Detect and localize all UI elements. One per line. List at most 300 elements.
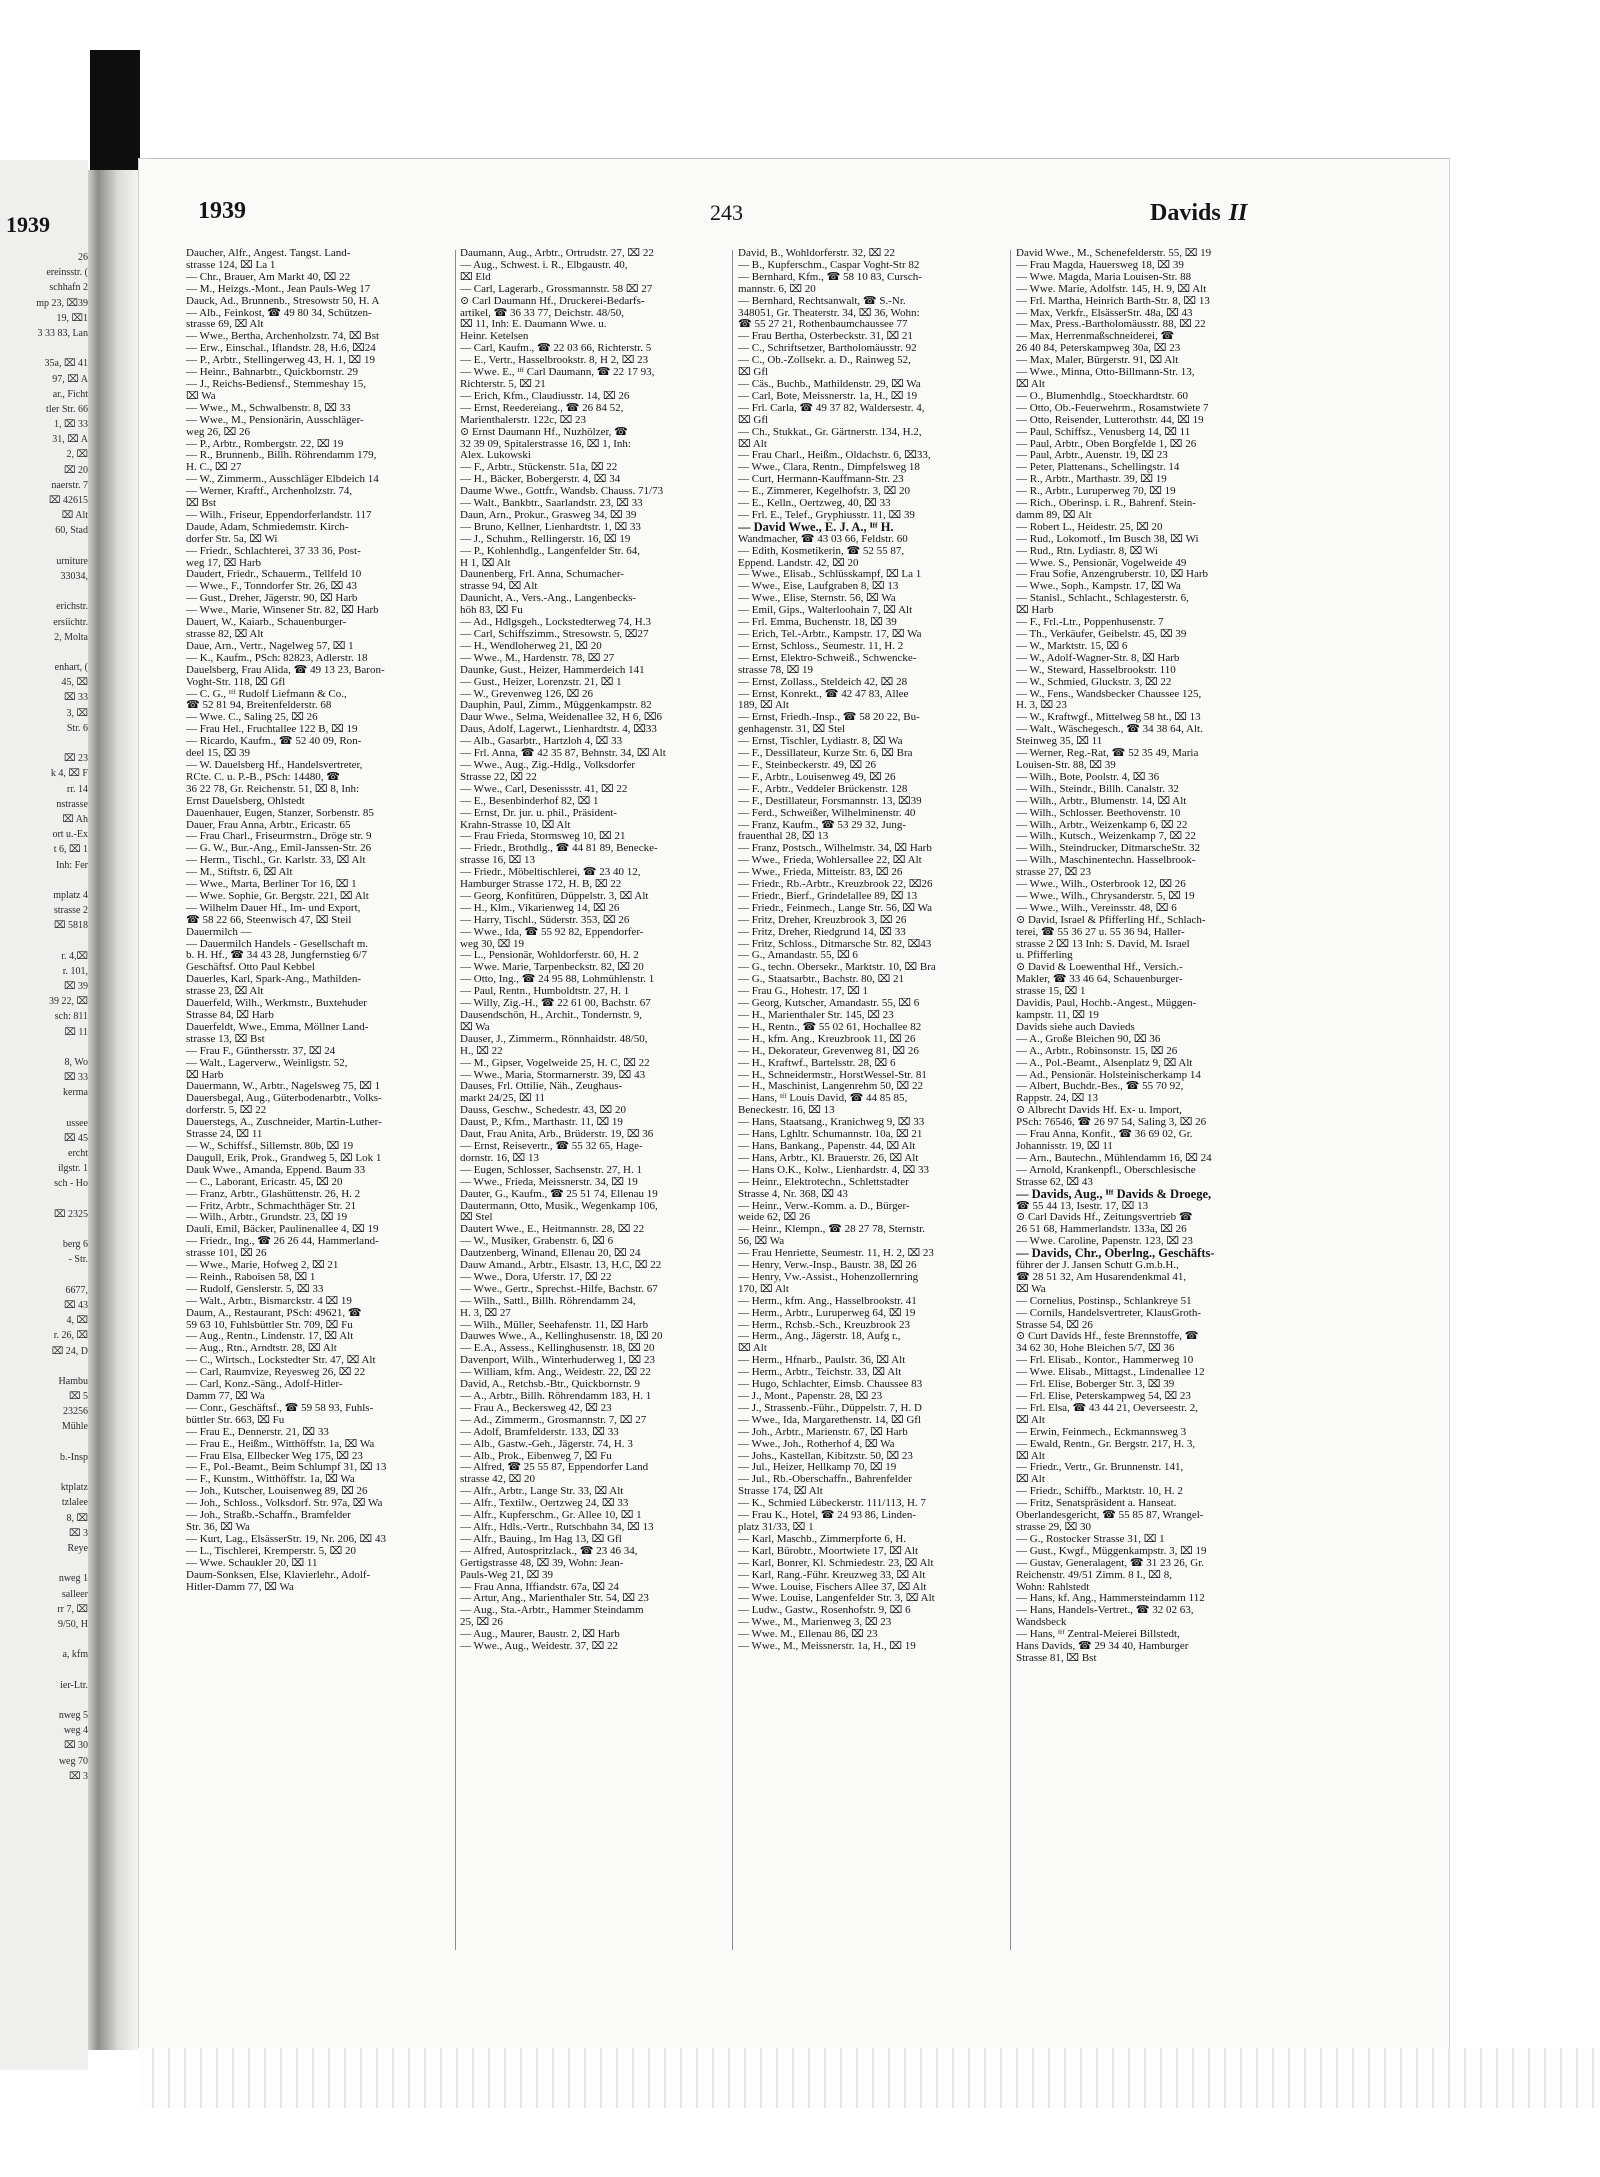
directory-entry: David, A., Retchsb.-Btr., Quickbornstr. 9 [460,1379,640,1391]
directory-entry: — Wilh., Steindr., Billh. Canalstr. 32 [1016,783,1179,795]
directory-entry: Davenport, Wilh., Winterhuderweg 1, ⌧ 23 [460,1355,655,1367]
left-page-fragment-line: weg 4 [63,1725,88,1737]
directory-entry: — Wilh., Steindrucker, DitmarscheStr. 32 [1016,843,1201,855]
directory-entry: Daunke, Gust., Heizer, Hammerdeich 141 [460,664,645,676]
left-page-text-fragments [0,250,88,1784]
directory-entry: ⌧ Bst [186,498,217,510]
directory-entry: Steinweg 35, ⌧ 11 [1016,736,1103,748]
directory-entry: — G., Amandastr. 55, ⌧ 6 [738,950,858,962]
directory-entry: Dauerfeldt, Wwe., Emma, Möllner Land- [186,1021,369,1033]
directory-entry: — Frau Sofie, Anzengruberstr. 10, ⌧ Harb [1016,569,1209,581]
left-page-fragment-line: ⌧ 3 [68,1770,88,1782]
directory-entry: — Herm., Arbtr., Teichstr. 33, ⌧ Alt [738,1367,902,1379]
left-page-fragment-line [0,1465,88,1480]
directory-entry: — Alfr., Textilw., Oertzweg 24, ⌧ 33 [460,1498,629,1510]
directory-entry: — Wwe., Aug., Zig.-Hdlg., Volksdorfer [460,759,636,771]
directory-entry: — Ernst, Reisevertr., ☎ 55 32 65, Hage- [460,1140,643,1152]
left-page-fragment-line: 8, Wo [64,1056,88,1068]
directory-entry: — Bernhard, Rechtsanwalt, ☎ S.-Nr. [738,295,906,307]
directory-entry: Dauses, Frl. Ottilie, Näh., Zeughaus- [460,1081,623,1093]
directory-entry: Krahn-Strasse 10, ⌧ Alt [460,819,571,831]
directory-entry: Dauerfeld, Wilh., Werkmstr., Buxtehuder [186,998,367,1010]
directory-entry: ⌧ Wa [186,390,216,402]
left-page-fragment-line: ilgstr. 1 [57,1163,88,1175]
directory-entry: strasse 94, ⌧ Alt [460,581,538,593]
directory-entry: Strasse 4, Nr. 368, ⌧ 43 [738,1188,848,1200]
directory-entry: — Edith, Kosmetikerin, ☎ 52 55 87, [738,545,905,557]
directory-entry: — W., Schmied, Gluckstr. 3, ⌧ 22 [1016,676,1172,688]
directory-entry: — F., Arbtr., Stückenstr. 51a, ⌧ 22 [460,462,618,474]
directory-entry: — Wwe. S., Pensionär, Vogelweide 49 [1016,557,1187,569]
directory-entry: Daume Wwe., Gottfr., Wandsb. Chauss. 71/73 [460,486,664,498]
directory-entry: — Frl. Elise, Peterskampweg 54, ⌧ 23 [1016,1391,1191,1402]
directory-entry: — Franz, Kaufm., ☎ 53 29 32, Jung- [738,819,906,831]
directory-entry: — Wwe. Sophie, Gr. Bergstr. 221, ⌧ Alt [186,890,369,902]
directory-entry: — Wwe., Marie, Winsener Str. 82, ⌧ Harb [186,605,379,617]
directory-entry: — W., Musiker, Grabenstr. 6, ⌧ 6 [460,1236,614,1248]
directory-entry: 59 63 10, Fuhlsbüttler Str. 709, ⌧ Fu [186,1319,353,1331]
directory-entry: — G., techn. Obersekr., Marktstr. 10, ⌧ Bra [738,962,936,974]
directory-entry: damm 89, ⌧ Alt [1016,509,1092,521]
directory-entry: — L., Tischlerei, Kremperstr. 5, ⌧ 20 [186,1545,357,1557]
directory-entry: — Frau Frieda, Stormsweg 10, ⌧ 21 [460,831,626,843]
directory-entry: — W., Zimmerm., Ausschläger Elbdeich 14 [186,474,379,486]
directory-entry: — Albert, Buchdr.-Bes., ☎ 55 70 92, [1016,1081,1184,1093]
left-page-fragment-line: ⌧ 45 [63,1132,88,1144]
directory-entry: ⌧ Gfl [738,414,769,426]
directory-entry: Oberlandesgericht, ☎ 55 85 87, Wrangel- [1016,1510,1204,1522]
directory-column-3 [738,248,1008,1958]
directory-entry: — W., Steward, Hasselbrookstr. 110 [1016,664,1176,676]
column-divider [455,250,456,1950]
directory-entry: — Frl. E., Telef., Gryphiusstr. 11, ⌧ 39 [738,509,915,521]
directory-entry: — Karl, Maschb., Zimmerpforte 6, H. [738,1533,907,1545]
directory-entry: David, B., Wohldorferstr. 32, ⌧ 22 [738,248,896,259]
directory-entry: 189, ⌧ Alt [738,700,789,712]
left-page-fragment-line: ⌧ 3 [68,1527,88,1539]
directory-entry: — E.A., Assess., Kellinghusenstr. 18, ⌧ 20 [460,1343,655,1355]
directory-entry: — Frl. Anna, ☎ 42 35 87, Behnstr. 34, ⌧ Alt [460,748,666,760]
left-page-fragment-line: 35a, ⌧ 41 [44,358,88,370]
directory-entry: — Frl. Elsa, ☎ 43 44 21, Oeverseestr. 2, [1016,1402,1199,1414]
left-page-fragment-line [0,1359,88,1374]
directory-entry: Dauser, J., Zimmerm., Rönnhaidstr. 48/50, [460,1033,648,1045]
directory-entry: — Carl, Lagerarb., Grossmannstr. 58 ⌧ 27 [460,283,653,295]
running-title-name: Davids [1150,200,1221,226]
directory-entry: Daucher, Alfr., Angest. Tangst. Land- [186,248,351,259]
directory-entry: — G., Staatsarbtr., Bachstr. 80, ⌧ 21 [738,974,905,986]
directory-entry: — Herm., Tischl., Gr. Karlstr. 33, ⌧ Alt [186,855,366,867]
directory-entry: — F., Steinbeckerstr. 49, ⌧ 26 [738,759,876,771]
directory-entry: David Wwe., M., Schenefelderstr. 55, ⌧ 19 [1016,248,1212,259]
directory-entry: — Frau Bertha, Osterbeckstr. 31, ⌧ 21 [738,331,913,343]
directory-entry: — Franz, Arbtr., Glashüttenstr. 26, H. 2 [186,1188,361,1200]
directory-entry: — Gust., Heizer, Lorenzstr. 21, ⌧ 1 [460,676,622,688]
volume-number: II [1228,200,1248,226]
directory-entry: — H., Klm., Vikarienweg 14, ⌧ 26 [460,902,620,914]
directory-entry: — Aug., Maurer, Baustr. 2, ⌧ Harb [460,1629,620,1641]
left-page-fragment-line: mp 23, ⌧39 [36,297,88,309]
directory-entry: — Ernst, Tischler, Lydiastr. 8, ⌧ Wa [738,736,903,748]
directory-entry: — Walt., Bankbtr., Saarlandstr. 23, ⌧ 33 [460,498,643,510]
left-page-fragment-line: ⌧ 33 [63,1072,88,1084]
directory-entry: Dauermilch — [186,926,252,938]
directory-entry: weide 62, ⌧ 26 [738,1212,810,1224]
directory-entry: — Wilh., Arbtr., Weizenkamp 6, ⌧ 22 [1016,819,1188,831]
directory-entry: ⌧ Alt [1016,1474,1045,1486]
directory-entry: — R., Arbtr., Luruperweg 70, ⌧ 19 [1016,486,1176,498]
directory-entry: strasse 101, ⌧ 26 [186,1248,267,1260]
directory-entry: — Frau Elsa, Ellbecker Weg 175, ⌧ 23 [186,1450,363,1462]
book-gutter [88,170,138,2050]
directory-entry: Daue, Arn., Vertr., Nagelweg 57, ⌧ 1 [186,640,354,652]
directory-entry: 26 51 68, Hammerlandstr. 133a, ⌧ 26 [1016,1224,1187,1236]
directory-entry: — Ludw., Gastw., Rosenhofstr. 9, ⌧ 6 [738,1605,911,1617]
directory-entry: ⌧ Alt [1016,378,1045,390]
directory-entry: — Walt., Lagerverw., Weinligstr. 52, [186,1057,348,1069]
directory-entry: — Eugen, Schlosser, Sachsenstr. 27, H. 1 [460,1164,642,1176]
directory-entry: strasse 69, ⌧ Alt [186,319,264,331]
directory-entry: — Wwe., Maria, Stormarnerstr. 39, ⌧ 43 [460,1069,646,1081]
directory-entry: — Wwe., Dora, Uferstr. 17, ⌧ 22 [460,1271,612,1283]
directory-entry: — J., Reichs-Bediensf., Stemmeshay 15, [186,378,366,390]
left-page-fragment-line: - Str. [68,1254,88,1266]
directory-entry: — Wwe., Joh., Rotherhof 4, ⌧ Wa [738,1438,895,1450]
directory-entry: — Karl, Rang.-Führ. Kreuzweg 33, ⌧ Alt [738,1569,926,1581]
directory-entry: Strasse 24, ⌧ 11 [186,1129,263,1141]
directory-entry: — Wwe., Ida, ☎ 55 92 82, Eppendorfer- [460,926,644,938]
left-page-fragment-line: ⌧ Alt [61,510,88,522]
directory-entry: — Ewald, Rentn., Gr. Bergstr. 217, H. 3, [1016,1438,1196,1450]
directory-entry: — Frau F., Günthersstr. 37, ⌧ 24 [186,1045,336,1057]
left-page-fragment-line: r. 26, ⌧ [53,1330,88,1342]
directory-entry: Ernst Dauelsberg, Ohlstedt [186,795,305,807]
directory-entry: — Robert L., Heidestr. 25, ⌧ 20 [1016,521,1163,533]
directory-entry: — Wwe., F., Tonndorfer Str. 26, ⌧ 43 [186,581,358,593]
directory-entry: — C. G., ᴵᶠᶠ Rudolf Liefmann & Co., [186,688,347,700]
directory-entry: Johannisstr. 19, ⌧ 11 [1016,1140,1113,1152]
directory-entry: — Wwe., Wilh., Osterbrook 12, ⌧ 26 [1016,879,1186,891]
directory-entry: — Bruno, Kellner, Lienhardtstr. 1, ⌧ 33 [460,521,641,533]
directory-entry: — Werner, Kraftf., Archenholzstr. 74, [186,486,353,498]
directory-entry: — Frau Anna, Iffiandstr. 67a, ⌧ 24 [460,1581,619,1593]
directory-entry: — Hans, Arbtr., Kl. Brauerstr. 26, ⌧ Alt [738,1152,919,1164]
directory-entry: — H., Marienthaler Str. 145, ⌧ 23 [738,1010,894,1021]
directory-entry: — William, kfm. Ang., Weidestr. 22, ⌧ 22 [460,1367,651,1379]
left-page-fragment-line: salleer [61,1588,88,1600]
directory-entry: — Hans O.K., Kolw., Lienhardstr. 4, ⌧ 33 [738,1164,929,1176]
directory-entry: — Wwe., Marta, Berliner Tor 16, ⌧ 1 [186,879,357,891]
directory-entry: — Walt., Arbtr., Bismarckstr. 4 ⌧ 19 [186,1295,352,1307]
directory-entry: Daude, Adam, Schmiedemstr. Kirch- [186,521,349,533]
directory-entry: ☎ 28 51 32, Am Husarendenkmal 41, [1016,1271,1187,1283]
left-page-fragment-line [0,1662,88,1677]
column-divider [1010,250,1011,1950]
left-page-fragment-line: 97, ⌧ A [52,373,88,385]
directory-entry: — Wwe. Magda, Maria Louisen-Str. 88 [1016,271,1192,283]
left-page-fragment-line [0,1268,88,1283]
directory-entry: — H., kfm. Ang., Kreuzbrook 11, ⌧ 26 [738,1033,916,1045]
directory-entry: — Jul., Heizer, Hellkamp 70, ⌧ 19 [738,1462,897,1474]
directory-entry: — A., Große Bleichen 90, ⌧ 36 [1016,1033,1161,1045]
directory-entry: — Emil, Gips., Walterloohain 7, ⌧ Alt [738,605,913,617]
directory-entry: — Wilh., Müller, Seehafenstr. 11, ⌧ Harb [460,1319,649,1331]
directory-entry: — Fritz, Dreher, Kreuzbrook 3, ⌧ 26 [738,914,907,926]
directory-entry: H., ⌧ 22 [460,1045,503,1057]
left-page-fragment-line: nweg 1 [58,1573,88,1585]
directory-entry: RCte. C. u. P.-B., PSch: 14480, ☎ [186,771,340,783]
directory-entry: — W. Dauelsberg Hf., Handelsvertreter, [186,759,363,771]
left-page-fragment-line: 1, ⌧ 33 [53,419,88,431]
column-divider [732,250,733,1950]
directory-entry: strasse 15, ⌧ 1 [1016,986,1086,998]
directory-entry: — Alb., Gastw.-Geh., Jägerstr. 74, H. 3 [460,1438,633,1450]
left-page-fragment-line: 6677, [65,1284,88,1296]
directory-entry: H. C., ⌧ 27 [186,462,242,474]
left-page-fragment-line: tler Str. 66 [46,403,88,415]
directory-entry: — Hans, Staatsang., Kranichweg 9, ⌧ 33 [738,1117,925,1129]
directory-entry: — Th., Verkäufer, Geibelstr. 45, ⌧ 39 [1016,629,1187,640]
directory-entry: — Frau Anna, Konfit., ☎ 36 69 02, Gr. [1016,1129,1193,1141]
directory-entry: — Wwe. Marie, Tarpenbeckstr. 82, ⌧ 20 [460,962,644,974]
directory-entry: — Ernst, Dr. jur. u. phil., Präsident- [460,807,618,819]
left-page-fragment-line: erichstr. [56,601,88,613]
directory-entry: — Davids, Chr., Oberlng., Geschäfts- [1016,1248,1215,1261]
directory-column-4 [1016,248,1286,1958]
directory-entry: — P., Kohlenhdlg., Langenfelder Str. 64, [460,545,640,557]
directory-entry: — Frau Charl., Heißm., Oldachstr. 6, ⌧33, [738,450,931,462]
left-page-fragment-line [0,341,88,356]
directory-entry: genhagenstr. 31, ⌧ Stel [738,724,846,736]
left-page-fragment-line: ⌧ 43 [63,1299,88,1311]
directory-entry: — Wwe., M., Marienweg 3, ⌧ 23 [738,1617,892,1629]
directory-entry: Daunicht, A., Vers.-Ang., Langenbecks- [460,593,637,605]
directory-entry: Dautert Wwe., E., Heitmannstr. 28, ⌧ 22 [460,1224,645,1236]
directory-entry: — Wwe. C., Saling 25, ⌧ 26 [186,712,318,724]
directory-entry: — Alfred, ☎ 25 55 87, Eppendorfer Land [460,1462,649,1474]
directory-entry: — Aug., Sta.-Arbtr., Hammer Steindamm [460,1605,644,1617]
left-page-fragment-line: Mühle [61,1421,88,1433]
directory-entry: — M., Gipser, Vogelweide 25, H. C, ⌧ 22 [460,1057,650,1069]
directory-entry: Wohn: Rahlstedt [1016,1581,1090,1593]
directory-entry: — Stanisl., Schlacht., Schlagesterstr. 6, [1016,593,1189,605]
directory-entry: — Friedr., Ing., ☎ 26 26 44, Hammerland- [186,1236,379,1248]
directory-entry: — Hans, ᴵᶠᶠ Zentral-Meierei Billstedt, [1016,1629,1180,1641]
directory-entry: — Wwe., M., Pensionärin, Ausschläger- [186,414,364,426]
directory-entry: büttler Str. 663, ⌧ Fu [186,1414,285,1426]
directory-entry: Rappstr. 24, ⌧ 13 [1016,1093,1099,1105]
left-page-fragment-line [0,736,88,751]
left-page-fragment-line: ⌧ 20 [63,464,88,476]
directory-entry: — Walt., Wäschegesch., ☎ 34 38 64, Alt. [1016,724,1203,736]
left-page-fragment-line: ⌧ 42615 [48,495,88,506]
directory-entry: — W., Marktstr. 15, ⌧ 6 [1016,640,1128,652]
left-page-fragment-line [0,1101,88,1116]
left-page-fragment-line: 31, ⌧ A [52,434,88,446]
directory-entry: — E., Vertr., Hasselbrookstr. 8, H 2, ⌧ 23 [460,355,649,367]
directory-entry: ☎ 58 22 66, Steenwisch 47, ⌧ Steil [186,914,352,926]
left-page-fragment-line: r. 4,⌧ [61,950,88,962]
directory-entry: — Herm., Rchsb.-Sch., Kreuzbrook 23 [738,1319,910,1331]
directory-entry: — Friedr., Brothdlg., ☎ 44 81 89, Benecke- [460,843,658,855]
directory-entry: Pauls-Weg 21, ⌧ 39 [460,1569,554,1581]
left-page-fragment-line: ⌧ 23 [63,753,88,765]
directory-entry: Dauphin, Paul, Zimm., Müggenkampstr. 82 [460,700,652,712]
directory-entry: — Alb., Gasarbtr., Hartzloh 4, ⌧ 33 [460,736,623,748]
left-page-fragment-line: ⌧ 11 [64,1026,88,1038]
directory-entry: — Heinr., Klempn., ☎ 28 27 78, Sternstr. [738,1224,925,1236]
directory-entry: — Frau E., Heißm., Witthöffstr. 1a, ⌧ Wa [186,1438,375,1450]
directory-entry: — F., Pol.-Beamt., Beim Schlumpf 31, ⌧ 13 [186,1462,387,1474]
directory-entry: — C., Laborant, Ericastr. 45, ⌧ 20 [186,1176,343,1188]
directory-entry: strasse 29, ⌧ 30 [1016,1521,1092,1533]
directory-entry: 26 40 84, Peterskampweg 30a, ⌧ 23 [1016,343,1181,355]
directory-entry: — W., Schiffsf., Sillemstr. 80b, ⌧ 19 [186,1140,354,1152]
directory-entry: 36 22 78, Gr. Reichenstr. 51, ⌧ 8, Inh: [186,783,360,795]
directory-entry: — Peter, Plattenans., Schellingstr. 14 [1016,462,1180,474]
directory-entry: ⊙ Carl Daumann Hf., Druckerei-Bedarfs- [460,295,645,307]
directory-entry: — Ch., Stukkat., Gr. Gärtnerstr. 134, H.2, [738,426,922,438]
left-page-fragment-line: sch: 811 [54,1011,88,1023]
directory-entry: — Arn., Bautechn., Mühlendamm 16, ⌧ 24 [1016,1152,1212,1164]
left-page-fragment-line [0,933,88,948]
directory-entry: Dauk Wwe., Amanda, Eppend. Baum 33 [186,1164,366,1176]
left-page-fragment-line [0,1556,88,1571]
directory-entry: Voght-Str. 118, ⌧ Gfl [186,676,286,688]
directory-entry: — Ad., Hdlgsgeh., Lockstedterweg 74, H.3 [460,617,651,629]
directory-entry: Davidis, Paul, Hochb.-Angest., Müggen- [1016,998,1197,1010]
directory-entry: — Curt, Hermann-Kauffmann-Str. 23 [738,474,904,486]
directory-entry: — Wwe., Clara, Rentn., Dimpfelsweg 18 [738,462,920,474]
directory-entry: mannstr. 6, ⌧ 20 [738,283,816,295]
directory-entry: — Wwe. E., ᴵᶠᶠ Carl Daumann, ☎ 22 17 93, [460,367,655,379]
directory-entry: — G., Rostocker Strasse 31, ⌧ 1 [1016,1533,1165,1545]
directory-entry: — Joh., Straßb.-Schaffn., Bramfelder [186,1510,351,1522]
directory-entry: — Carl, Kaufm., ☎ 22 03 66, Richterstr. 5 [460,343,652,355]
left-page-fragment-line: a, kfm [62,1649,88,1661]
left-page-fragment-line: 60, Stad [55,525,88,537]
directory-entry: Gertigstrasse 48, ⌧ 39, Wohn: Jean- [460,1557,624,1569]
directory-entry: — M., Stiftstr. 6, ⌧ Alt [186,867,293,879]
directory-entry: ⌧ Eld [460,271,491,283]
left-page-fragment-line [0,1192,88,1207]
directory-entry: strasse 2 ⌧ 13 Inh: S. David, M. Israel [1016,938,1190,950]
left-page-fragment-line: 19, ⌧1 [56,312,88,324]
directory-entry: — Aug., Rentn., Lindenstr. 17, ⌧ Alt [186,1331,354,1343]
directory-entry: — Wwe., Elise, Sternstr. 56, ⌧ Wa [738,593,896,605]
directory-entry: — L., Pensionär, Wohldorferstr. 60, H. 2 [460,950,639,962]
directory-entry: — Ernst, Elektro-Schweiß., Schwencke- [738,652,917,664]
directory-entry: — Wwe. Marie, Adolfstr. 145, H. 9, ⌧ Alt [1016,283,1207,295]
directory-entry: Strasse 81, ⌧ Bst [1016,1652,1097,1664]
directory-entry: — Ad., Zimmerm., Grosmannstr. 7, ⌧ 27 [460,1414,647,1426]
left-page-fragment-line [0,1222,88,1237]
directory-entry: Dautermann, Otto, Musik., Wegenkamp 106, [460,1200,658,1212]
directory-entry: — Friedr., Möbeltischlerei, ☎ 23 40 12, [460,867,641,879]
directory-entry: frauenthal 28, ⌧ 13 [738,831,829,843]
directory-entry: 56, ⌧ Wa [738,1236,785,1248]
directory-entry: — F., Arbtr., Veddeler Brückenstr. 128 [738,783,908,795]
left-page-fragment-line: 33034, [60,570,88,582]
directory-entry: — Friedr., Rb.-Arbtr., Kreuzbrook 22, ⌧26 [738,879,933,891]
directory-entry: — Harry, Tischl., Süderstr. 353, ⌧ 26 [460,914,630,926]
left-page-fragment-line: ussee [66,1117,88,1129]
directory-entry: — Wilhelm Dauer Hf., Im- und Export, [186,902,361,914]
directory-entry: — Max, Verkfr., ElsässerStr. 48a, ⌧ 43 [1016,307,1193,319]
directory-entry: — Ernst, Reedereiang., ☎ 26 84 52, [460,402,624,414]
directory-entry: — H., Kraftwf., Bartelsstr. 28, ⌧ 6 [738,1057,896,1069]
directory-entry: — A., Arbtr., Robinsonstr. 15, ⌧ 26 [1016,1045,1178,1057]
directory-entry: — Wwe., Elisab., Schlüsskampf, ⌧ La 1 [738,569,922,581]
directory-entry: — Artur, Ang., Marienthaler Str. 54, ⌧ 23 [460,1593,649,1605]
directory-entry: — Friedr., Bierf., Grindelallee 89, ⌧ 13 [738,890,918,902]
directory-entry: ⌧ Wa [460,1021,490,1033]
directory-entry: — Friedr., Schlachterei, 37 33 36, Post- [186,545,361,557]
left-page-fragment-line: ⌧ 33 [63,692,88,704]
left-page-fragment-line: enhart, ( [54,662,88,674]
directory-entry: — C., Wirtsch., Lockstedter Str. 47, ⌧ Alt [186,1355,376,1367]
directory-entry: — A., Arbtr., Billh. Röhrendamm 183, H. 1 [460,1391,652,1402]
directory-entry: Daus, Adolf, Lagerwt., Lienhardtstr. 4, ⌧33 [460,724,657,736]
directory-entry: — Hans, ᴵᶠᶠ Louis David, ☎ 44 85 85, [738,1093,908,1105]
directory-entry: dorfer Str. 5a, ⌧ Wi [186,533,278,545]
directory-entry: — O., Blumenhdlg., Stoeckhardtstr. 60 [1016,390,1189,402]
directory-entry: ⌧ Gfl [738,367,769,379]
directory-entry: Daum, A., Restaurant, PSch: 49621, ☎ [186,1307,362,1319]
left-page-fragment-line: 8, ⌧ [66,1512,88,1524]
directory-entry: — Carl, Konz.-Säng., Adolf-Hitler- [186,1379,343,1391]
directory-entry: — Wwe., Frieda, Mitteistr. 83, ⌧ 26 [738,867,903,879]
directory-entry: — Max, Herrenmaßschneiderei, ☎ [1016,331,1175,343]
left-page-fragment-line [0,873,88,888]
directory-entry: 25, ⌧ 26 [460,1617,503,1629]
directory-entry: — H., Maschinist, Langenrehm 50, ⌧ 22 [738,1081,923,1093]
directory-entry: Beneckestr. 16, ⌧ 13 [738,1105,835,1117]
directory-entry: — E., Zimmerer, Kegelhofstr. 3, ⌧ 20 [738,486,911,498]
left-page-fragment-line: ereinsstr. ( [46,267,88,279]
left-page-fragment-line: k 4, ⌧ F [50,768,88,780]
directory-entry: — Gustav, Generalagent, ☎ 31 23 26, Gr. [1016,1557,1205,1569]
directory-entry: — Wwe., Ida, Margarethenstr. 14, ⌧ Gfl [738,1414,922,1426]
directory-entry: — Alfr., Kupferschm., Gr. Allee 10, ⌧ 1 [460,1510,642,1522]
left-page-fragment-line: rr. 14 [66,783,88,795]
left-page-fragment-line: ⌧ 30 [63,1740,88,1752]
directory-entry: — Wwe., Soph., Kampstr. 17, ⌧ Wa [1016,581,1181,593]
left-page-fragment-line: mplatz 4 [53,889,88,901]
left-page-fragment-line: ort u.-Ex [52,829,88,841]
left-page-year: 1939 [6,212,50,237]
directory-entry: — Franz, Postsch., Wilhelmstr. 34, ⌧ Harb [738,843,932,855]
directory-entry: — Wwe., M., Meissnerstr. 1a, H., ⌧ 19 [738,1641,916,1653]
directory-entry: — Frau K., Hotel, ☎ 24 93 86, Linden- [738,1510,917,1522]
directory-entry: — E., Kelln., Oertzweg, 40, ⌧ 33 [738,498,891,510]
directory-entry: — R., Arbtr., Marthastr. 39, ⌧ 19 [1016,474,1167,486]
directory-entry: Reichenstr. 49/51 Zimm. 8 I., ⌧ 8, [1016,1569,1172,1581]
left-page-fragment-line: t 6, ⌧ 1 [53,844,88,856]
left-page-fragment-line: ersiichtr. [53,616,88,628]
directory-entry: — Aug., Schwest. i. R., Elbgaustr. 40, [460,259,628,271]
directory-entry: — H., Schneidermstr., HorstWessel-Str. 81 [738,1069,927,1081]
directory-entry: — P., Arbtr., Rombergstr. 22, ⌧ 19 [186,438,344,450]
directory-entry: 348051, Gr. Theaterstr. 34, ⌧ 36, Wohn: [738,307,920,319]
directory-entry: — F., Dessillateur, Kurze Str. 6, ⌧ Bra [738,748,913,760]
directory-entry: — Wwe. Louise, Langenfelder Str. 3, ⌧ Alt [738,1593,935,1605]
directory-entry: — Hans, Bankang., Papenstr. 44, ⌧ Alt [738,1140,916,1152]
directory-entry: — Werner, Reg.-Rat, ☎ 52 35 49, Maria [1016,748,1199,760]
directory-entry: — Conr., Geschäftsf., ☎ 59 58 93, Fuhls- [186,1402,374,1414]
directory-entry: ⌧ Harb [1016,605,1054,617]
directory-entry: — Frau E., Dennerstr. 21, ⌧ 33 [186,1426,329,1438]
